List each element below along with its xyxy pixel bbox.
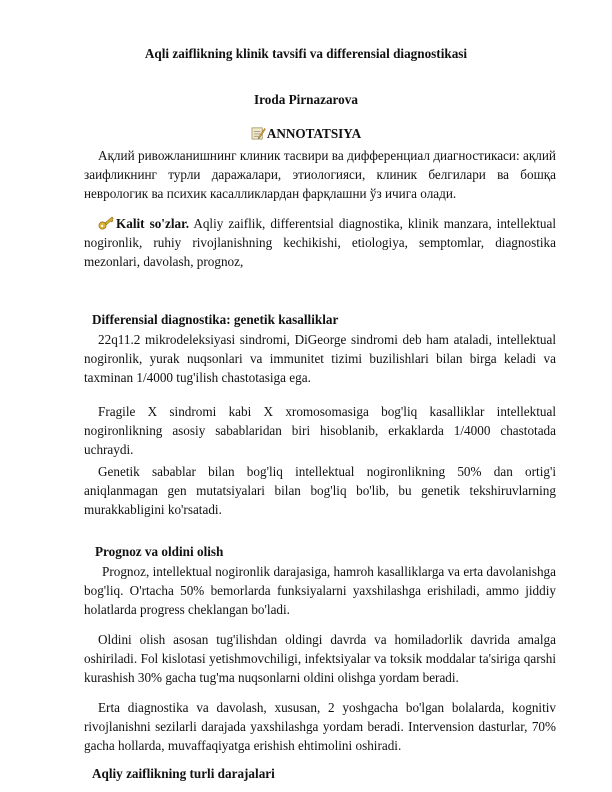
section2-paragraph-2: [84, 630, 556, 687]
section-heading-genetic: Differensial diagnostika: genetik kasalliklar: [92, 312, 339, 327]
annotation-heading-row: [0, 126, 612, 142]
section-heading-prognosis: Prognoz va oldini olish: [95, 544, 224, 559]
annotation-text-content: Ақлий ривожланишнинг клиник тасвири ва дифференциал диагностикаси: ақлий заифликнинг турли даражалари, этиологияси, клиник белгилари ва бошқа неврологик ва психик касалликлардан фарқлашни ўз ичига олади.: [84, 148, 556, 201]
section2-paragraph-1-text: Prognoz, intellektual nogironlik darajasiga, hamroh kasalliklarga va erta davolanishga bog'liq. O'rtacha 50% bemorlarda funksiyalarni yaxshilashga erishiladi, ammo jiddiy holatlarda progress cheklangan bo'ladi.: [84, 564, 556, 617]
keywords-label: Kalit so'zlar.: [116, 216, 190, 231]
section2-paragraph-3: [84, 698, 556, 755]
section2-paragraph-1: [84, 562, 556, 619]
keywords-text: Aqliy zaiflik, differentsial diagnostika, klinik manzara, intellektual nogironlik, ruhiy rivojlanishning kechikishi, etiologiya, semptomlar, diagnostika mezonlari, davolash, prognoz,: [84, 216, 556, 269]
section1-paragraph-3: [84, 462, 556, 519]
annotation-text: [84, 146, 556, 203]
memo-icon: [251, 126, 266, 140]
section1-paragraph-1-text: 22q11.2 mikrodeleksiyasi sindromi, DiGeorge sindromi deb ham ataladi, intellektual nogironlik, yurak nuqsonlari va immunitet tizimi buzilishlari bilan birga keladi va taxminan 1/4000 tug'ilish chastotasiga ega.: [84, 332, 556, 385]
key-icon: [98, 216, 114, 230]
section1-paragraph-2: [84, 402, 556, 459]
section-heading-levels: Aqliy zaiflikning turli darajalari: [92, 766, 275, 781]
document-title: Aqli zaiflikning klinik tavsifi va differensial diagnostikasi: [144, 46, 468, 61]
section2-paragraph-2-text: Oldini olish asosan tug'ilishdan oldingi davrda va homiladorlik davrida amalga oshiriladi. Fol kislotasi yetishmovchiligi, infektsiyalar va toksik moddalar ta'siriga qarshi kurashish 30% gacha tug'ma nuqsonlarni oldini olishga yordam beradi.: [84, 632, 556, 685]
document-author: Iroda Pirnazarova: [254, 92, 358, 107]
annotation-heading: ANNOTATSIYA: [266, 126, 362, 141]
section2-paragraph-3-text: Erta diagnostika va davolash, xususan, 2 yoshgacha bo'lgan bolalarda, kognitiv rivojlanishni sezilarli darajada yaxshilashga yordam beradi. Intervension dasturlar, 70% gacha hollarda, muvaffaqiyatga erishish ehtimolini oshiradi.: [84, 700, 556, 753]
keywords-paragraph: [84, 214, 556, 271]
section1-paragraph-1: [84, 330, 556, 387]
section1-paragraph-2-text: Fragile X sindromi kabi X xromosomasiga bog'liq kasalliklar intellektual nogironlikning asosiy sabablaridan biri hisoblanib, erkaklarda 1/4000 chastotada uchraydi.: [84, 404, 556, 457]
section1-paragraph-3-text: Genetik sabablar bilan bog'liq intellektual nogironlikning 50% dan ortig'i aniqlanmagan gen mutatsiyalari bilan bog'liq bo'lib, bu genetik tekshiruvlarning murakkabligini ko'rsatadi.: [84, 464, 556, 517]
